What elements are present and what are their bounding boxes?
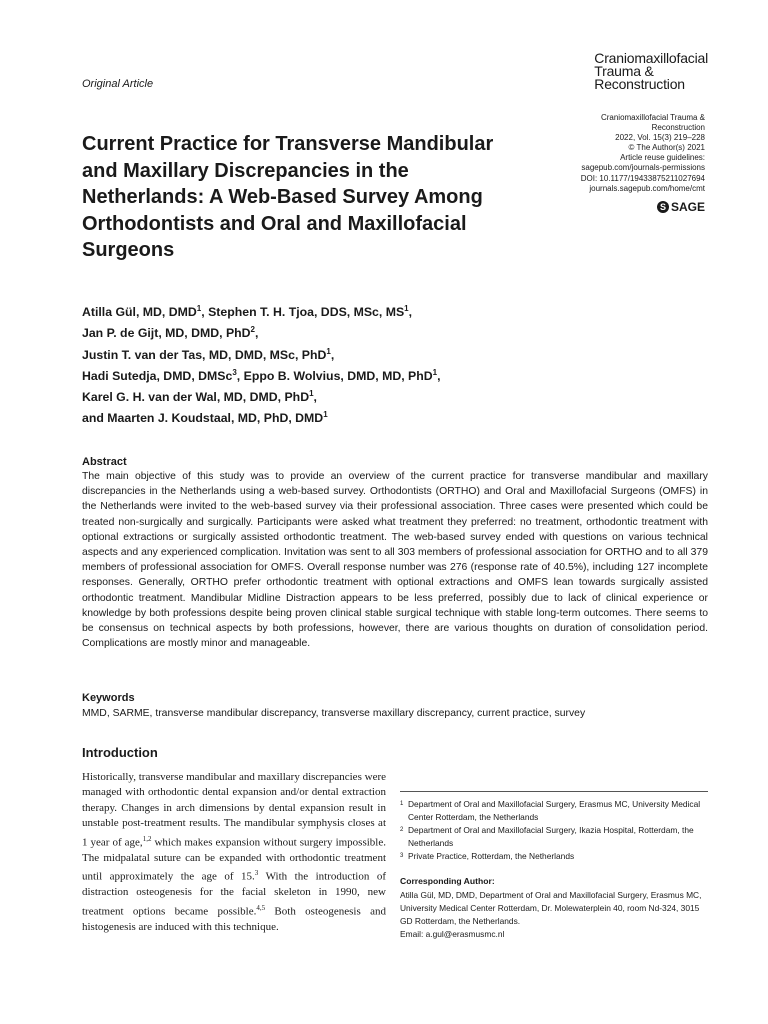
sage-logo-icon: S [657,201,669,213]
affiliation-number: 3 [400,853,404,859]
author-separator: , [408,305,413,320]
author-line [82,364,552,385]
journal-info-line[interactable]: sagepub.com/journals-permissions [581,163,705,173]
author-line [82,300,552,321]
journal-logo-line: Reconstruction [594,76,685,92]
introduction-heading: Introduction [82,745,158,760]
journal-info-line: 2022, Vol. 15(3) 219–228 [615,133,705,143]
author-name: Eppo B. Wolvius, DMD, MD, PhD [243,368,433,383]
author-affiliation-ref: 1 [326,346,331,356]
author-separator: , [330,347,335,362]
intro-text: Both osteogenesis and histogenesis are induced with this technique. [82,905,386,933]
corresponding-author-block [400,889,708,941]
keywords-text: MMD, SARME, transverse mandibular discrepancy, transverse maxillary discrepancy, current practice, survey [82,708,586,719]
author-name: Jan P. de Gijt, MD, DMD, PhD [82,326,251,341]
sage-logo-text: SAGE [670,200,705,214]
author-line [82,343,552,364]
author-line [82,385,552,406]
journal-info-line: Reconstruction [651,123,705,133]
affiliation-item [400,798,708,824]
introduction-paragraph [82,770,386,935]
intro-text: With the introduction of distraction osteogenesis for the facial skeleton in 1990, new treatment options became possible. [82,870,386,918]
keywords-heading: Keywords [82,692,135,704]
intro-text: which makes expansion without surgery impossible. The midpalatal suture can be expanded with orthodontic treatment until approximately the age of 15. [82,836,386,883]
author-separator: , [313,390,317,405]
journal-logo [594,52,708,91]
citation-ref[interactable]: 1,2 [142,834,152,843]
abstract-heading: Abstract [82,456,127,468]
abstract-text: The main objective of this study was to provide an overview of the current practice for transverse mandibular and maxillary discrepancies in the Netherlands using a web-based survey. Orthodontists (ORTHO) and Oral and Maxillofacial Surgeons (OMFS) in the Netherlands were invited to the web-based survey via their professional association. Three cases were presented which could be treated non-surgically and surgically. Participants were asked what treatment they preferred: no treatment, orthodontic treatment with optional extractions or surgically assisted orthodontic treatment. The web-based survey ended with questions on various technical aspects and any experienced complication. Invitation was sent to all 303 members of professional association for ORTHO and to all 379 members of professional association for OMFS. Overall response number was 276 (response rate of 40.5%), including 127 incomplete responses. Generally, ORTHO prefer orthodontic treatment with optional extractions and OMFS lean towards surgically assisted orthodontic treatment. Mandibular Midline Distraction appears to be less preferred, possibly due to lack of clinical experience or knowledge by both professions despite being proven clinical stable surgical technique with stable long-term outcomes. There seems to be consensus on technical aspects by both professions, however, there are various thoughts on duration of consolidation period. Complications are mostly minor and manageable. [82,471,708,650]
author-affiliation-ref: 2 [250,325,255,335]
author-name: Justin T. van der Tas, MD, DMD, MSc, PhD [82,347,327,362]
author-affiliation-ref: 1 [196,304,202,313]
affiliation-text: Private Practice, Rotterdam, the Netherlands [408,851,575,861]
author-name: and Maarten J. Koudstaal, MD, PhD, DMD [82,411,324,426]
journal-home-link[interactable]: journals.sagepub.com/home/cmt [589,183,705,193]
sage-logo [657,200,705,214]
author-name: Atilla Gül, MD, DMD [82,305,197,320]
author-separator: , [437,368,441,383]
author-affiliation-ref: 1 [432,367,438,377]
corresponding-author-text: Atilla Gül, MD, DMD, Department of Oral and Maxillofacial Surgery, Erasmus MC, University Medical Center Rotterdam, Dr. Molewaterplein 40, room Nd-324, 3015 GD Rotterdam, the Netherlands. [400,890,702,926]
journal-info-line: Craniomaxillofacial Trauma & [600,113,705,122]
affiliation-item [400,824,708,850]
author-affiliation-ref: 1 [404,304,409,313]
affiliation-list [400,798,708,863]
corresponding-author-heading: Corresponding Author: [400,876,495,886]
author-separator: , [201,305,209,320]
doi-link[interactable]: DOI: 10.1177/19433875211027694 [580,173,705,183]
journal-info-line[interactable]: Article reuse guidelines: [620,153,705,163]
affiliation-number: 2 [400,827,404,833]
affiliation-item [400,850,708,863]
footnote-divider [400,791,708,792]
author-separator: , [255,326,259,341]
journal-info [581,113,705,194]
author-affiliation-ref: 1 [323,410,328,420]
article-type: Original Article [82,78,154,90]
author-name: Hadi Sutedja, DMD, DMSc [82,368,233,383]
affiliation-text: Department of Oral and Maxillofacial Surgery, Erasmus MC, University Medical Center Rotterdam, the Netherlands [408,799,701,822]
journal-logo-line: Trauma & [594,63,654,79]
affiliation-number: 1 [400,801,404,807]
author-name: Stephen T. H. Tjoa, DDS, MSc, MS [208,305,405,320]
author-name: Karel G. H. van der Wal, MD, DMD, PhD [82,390,310,405]
author-list [82,300,552,428]
article-title: Current Practice for Transverse Mandibular and Maxillary Discrepancies in the Netherlands: A Web-Based Survey Among Orthodontists and Oral and Maxillofacial Surgeons [82,133,494,261]
author-line [82,406,552,427]
author-separator: , [236,368,244,383]
author-affiliation-ref: 3 [232,367,237,377]
citation-ref[interactable]: 3 [254,869,259,878]
email-link[interactable]: Email: a.gul@erasmusmc.nl [400,929,505,939]
author-affiliation-ref: 1 [309,389,314,399]
citation-ref[interactable]: 4,5 [256,903,266,912]
affiliation-text: Department of Oral and Maxillofacial Surgery, Ikazia Hospital, Rotterdam, the Netherlands [408,825,694,848]
journal-logo-line: Craniomaxillofacial [594,50,708,66]
journal-info-line: © The Author(s) 2021 [628,143,705,153]
author-line [82,321,552,342]
intro-text: Historically, transverse mandibular and maxillary discrepancies were managed with orthodontic dental expansion and/or dental extraction therapy. Changes in arch dimensions by dental expansion result in unstable post-treatment results. The mandibular symphysis closes at 1 year of age, [82,771,386,849]
